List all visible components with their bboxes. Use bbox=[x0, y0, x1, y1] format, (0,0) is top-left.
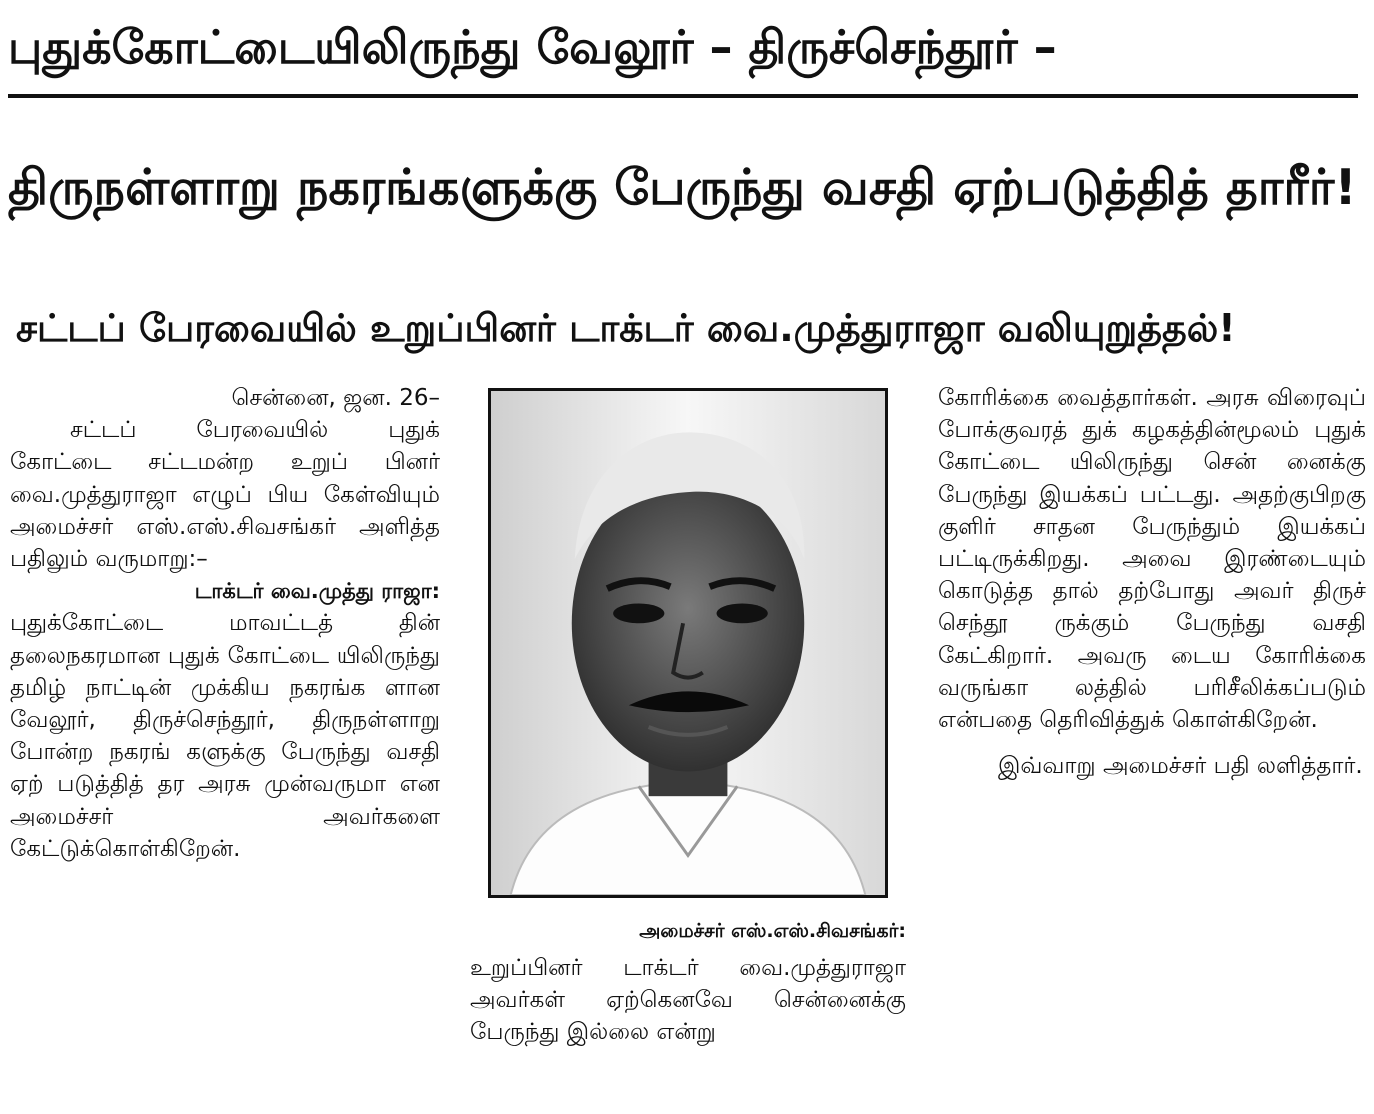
dateline: சென்னை, ஜன. 26– bbox=[231, 385, 440, 411]
sub-headline: சட்டப் பேரவையில் உறுப்பினர் டாக்டர் வை.முத்துராஜா வலியுறுத்தல்! bbox=[16, 306, 1236, 350]
portrait-photo bbox=[488, 388, 888, 898]
column-right bbox=[938, 382, 1366, 1110]
main-headline: திருநள்ளாறு நகரங்களுக்கு பேருந்து வசதி ஏற்படுத்தித் தாரீர்! bbox=[8, 159, 1357, 216]
column-middle bbox=[470, 952, 906, 1110]
closing-paragraph: இவ்வாறு அமைச்சர் பதி லளித்தார். bbox=[998, 753, 1363, 780]
question-speaker: டாக்டர் வை.முத்து ராஜா: bbox=[194, 579, 440, 604]
answer-paragraph-part1: உறுப்பினர் டாக்டர் வை.முத்துராஜா அவர்கள் ஏற்கெனவே சென்னைக்கு பேருந்து இல்லை என்று bbox=[470, 955, 906, 1046]
question-paragraph: புதுக்கோட்டை மாவட்டத் தின் தலைநகரமான புதுக் கோட்டை யிலிருந்து தமிழ் நாட்டின் முக்கிய நகரங்க ளான வேலூர், திருச்செந்தூர், திருநள்ளாறு போன்ற நகரங் களுக்கு பேருந்து வசதி ஏற் படுத்தித் தர அரசு முன்வருமா என அமைச்சர் அவர்களை கேட்டுக்கொள்கிறேன். bbox=[10, 610, 440, 862]
intro-paragraph: சட்டப் பேரவையில் புதுக் கோட்டை சட்டமன்ற உறுப் பினர் வை.முத்துராஜா எழுப் பிய கேள்வியும் அமைச்சர் எஸ்.எஸ்.சிவசங்கர் அளித்த பதிலும் வருமாறு:– bbox=[10, 417, 440, 573]
column-left bbox=[10, 382, 440, 1110]
paragraph-spacer bbox=[938, 736, 1366, 750]
answer-paragraph-part2: கோரிக்கை வைத்தார்கள். அரசு விரைவுப் போக்குவரத் துக் கழகத்தின்மூலம் புதுக் கோட்டை யிலிருந்து சென் னைக்கு பேருந்து இயக்கப் பட்டது. அதற்குபிறகு குளிர் சாதன பேருந்தும் இயக்கப் பட்டிருக்கிறது. அவை இரண்டையும் கொடுத்த தால் தற்போது அவர் திருச் செந்தூ ருக்கும் பேருந்து வசதி கேட்கிறார். அவரு டைய கோரிக்கை வருங்கா லத்தில் பரிசீலிக்கப்படும் என்பதை தெரிவித்துக் கொள்கிறேன். bbox=[938, 385, 1366, 734]
portrait-photo-icon bbox=[491, 391, 885, 895]
photo-caption: அமைச்சர் எஸ்.எஸ்.சிவசங்கர்: bbox=[639, 920, 906, 942]
kicker-divider bbox=[8, 94, 1358, 98]
kicker-headline: புதுக்கோட்டையிலிருந்து வேலூர் – திருச்செந்தூர் – bbox=[8, 20, 1057, 74]
